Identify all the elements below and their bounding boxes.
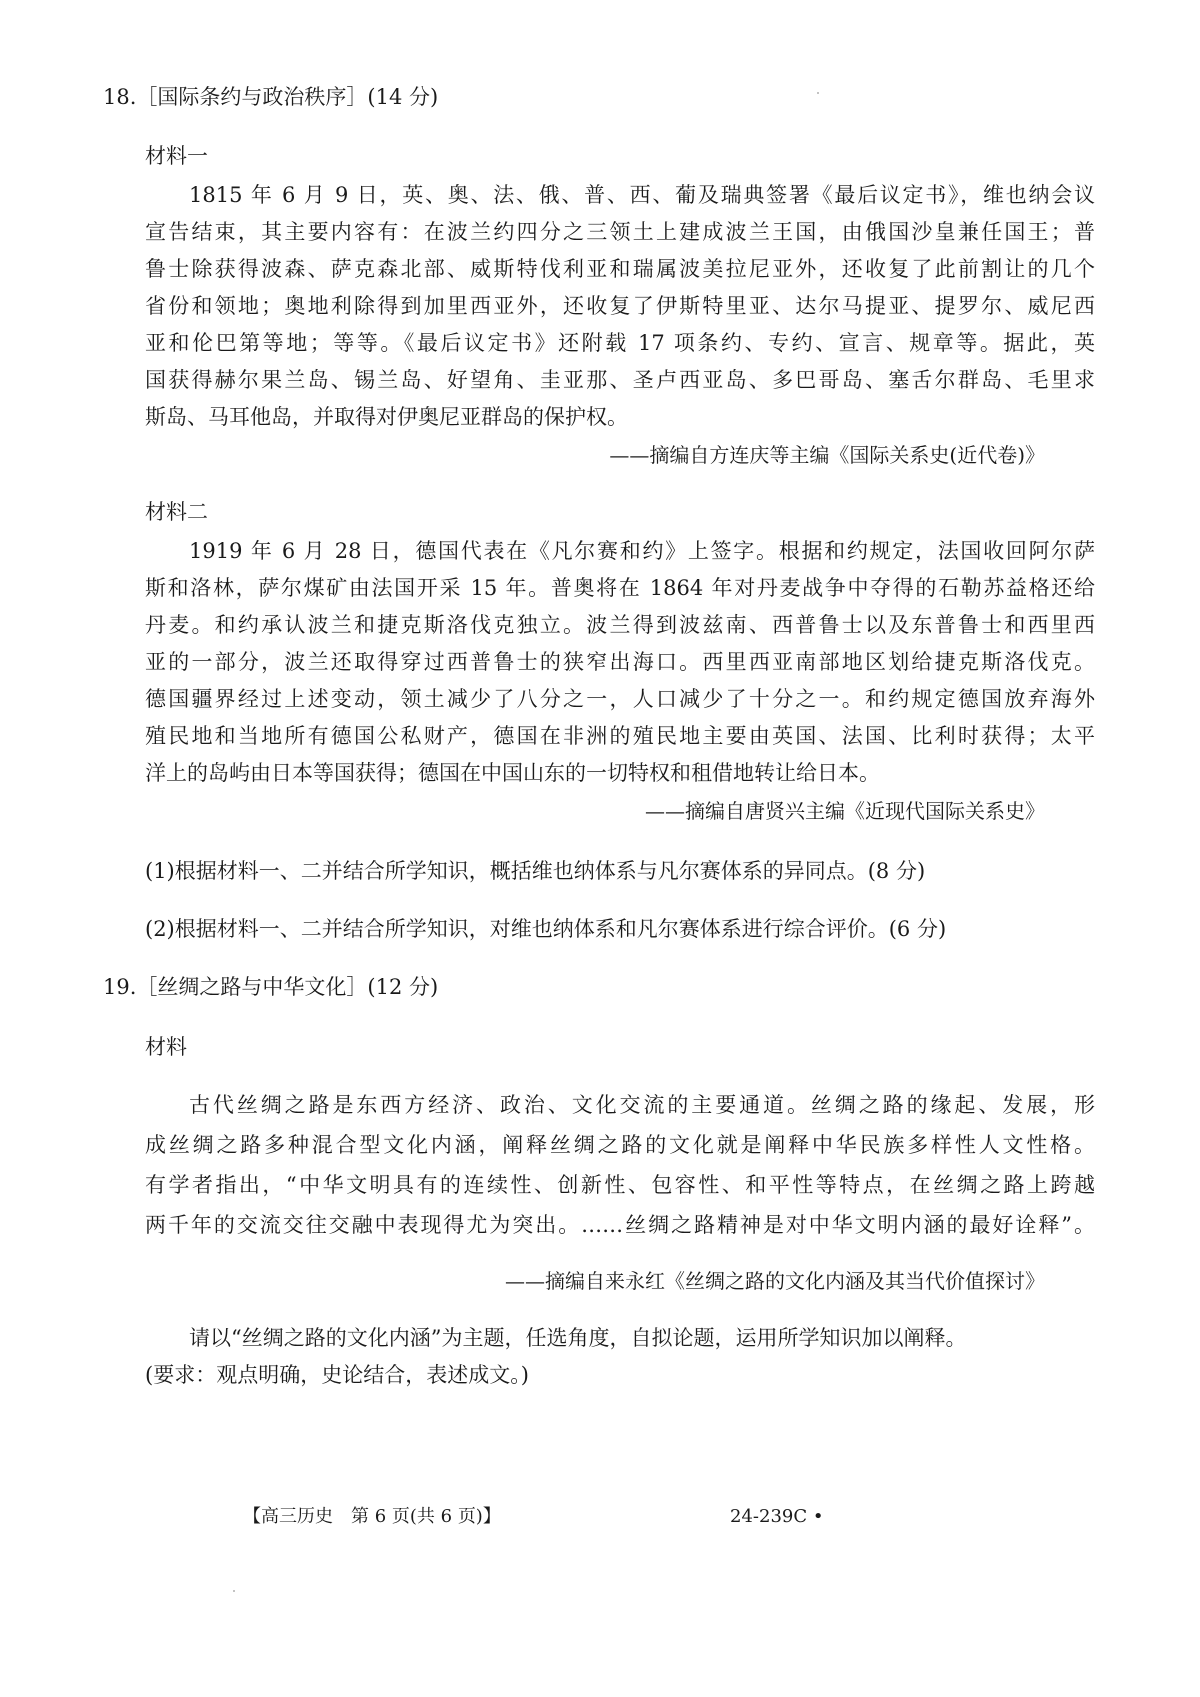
material-line: 有学者指出，“中华文明具有的连续性、创新性、包容性、和平性等特点，在丝绸之路上跨越 [145,1173,1095,1197]
material-1-line: 1815 年 6 月 9 日，英、奥、法、俄、普、西、葡及瑞典签署《最后议定书》，维也纳会议 [189,183,1095,207]
material-1-line: 宣告结束，其主要内容有：在波兰约四分之三领土上建成波兰王国，由俄国沙皇兼任国王；普 [145,220,1095,244]
scan-speck [817,92,819,94]
question-19-title: 19.［丝绸之路与中华文化］(12 分) [103,975,439,999]
material-1-line: 国获得赫尔果兰岛、锡兰岛、好望角、圭亚那、圣卢西亚岛、多巴哥岛、塞舌尔群岛、毛里求 [145,368,1095,392]
material-label: 材料 [145,1035,187,1059]
footer-exam-code: 24-239C • [730,1506,824,1527]
material-source: ——摘编自来永红《丝绸之路的文化内涵及其当代价值探讨》 [505,1269,1045,1293]
essay-requirement: (要求：观点明确，史论结合，表述成文。) [145,1363,529,1387]
material-line: 成丝绸之路多种混合型文化内涵，阐释丝绸之路的文化就是阐释中华民族多样性人文性格。 [145,1133,1095,1157]
question-18-title: 18.［国际条约与政治秩序］(14 分) [103,85,439,109]
material-1-line: 鲁士除获得波森、萨克森北部、威斯特伐利亚和瑞属波美拉尼亚外，还收复了此前割让的几个 [145,257,1095,281]
material-2-source: ——摘编自唐贤兴主编《近现代国际关系史》 [645,799,1045,823]
sub-question-2: (2)根据材料一、二并结合所学知识，对维也纳体系和凡尔赛体系进行综合评价。(6 分) [145,917,947,941]
footer-page-info: 【高三历史 第 6 页(共 6 页)】 [243,1506,501,1527]
material-2-line: 丹麦。和约承认波兰和捷克斯洛伐克独立。波兰得到波兹南、西普鲁士以及东普鲁士和西里西 [145,613,1095,637]
essay-prompt: 请以“丝绸之路的文化内涵”为主题，任选角度，自拟论题，运用所学知识加以阐释。 [189,1326,967,1350]
material-2-line: 德国疆界经过上述变动，领土减少了八分之一，人口减少了十分之一。和约规定德国放弃海外 [145,687,1095,711]
material-line: 两千年的交流交往交融中表现得尤为突出。……丝绸之路精神是对中华文明内涵的最好诠释”。 [145,1213,1095,1237]
material-2-line: 1919 年 6 月 28 日，德国代表在《凡尔赛和约》上签字。根据和约规定，法国收回阿尔萨 [189,539,1095,563]
material-line: 古代丝绸之路是东西方经济、政治、文化交流的主要通道。丝绸之路的缘起、发展，形 [189,1093,1095,1117]
material-2-line: 洋上的岛屿由日本等国获得；德国在中国山东的一切特权和租借地转让给日本。 [145,761,880,785]
sub-question-1: (1)根据材料一、二并结合所学知识，概括维也纳体系与凡尔赛体系的异同点。(8 分) [145,859,926,883]
material-2-line: 斯和洛林，萨尔煤矿由法国开采 15 年。普奥将在 1864 年对丹麦战争中夺得的石勒苏益格还给 [145,576,1095,600]
material-1-line: 斯岛、马耳他岛，并取得对伊奥尼亚群岛的保护权。 [145,405,628,429]
material-2-line: 殖民地和当地所有德国公私财产，德国在非洲的殖民地主要由英国、法国、比利时获得；太平 [145,724,1095,748]
material-2-line: 亚的一部分，波兰还取得穿过西普鲁士的狭窄出海口。西里西亚南部地区划给捷克斯洛伐克。 [145,650,1095,674]
material-1-source: ——摘编自方连庆等主编《国际关系史(近代卷)》 [609,443,1045,467]
material-1-label: 材料一 [145,144,208,168]
scan-speck [233,1590,235,1592]
material-1-line: 省份和领地；奥地利除得到加里西亚外，还收复了伊斯特里亚、达尔马提亚、提罗尔、威尼西 [145,294,1095,318]
material-2-label: 材料二 [145,500,208,524]
material-1-line: 亚和伦巴第等地；等等。《最后议定书》还附载 17 项条约、专约、宣言、规章等。据此，英 [145,331,1095,355]
